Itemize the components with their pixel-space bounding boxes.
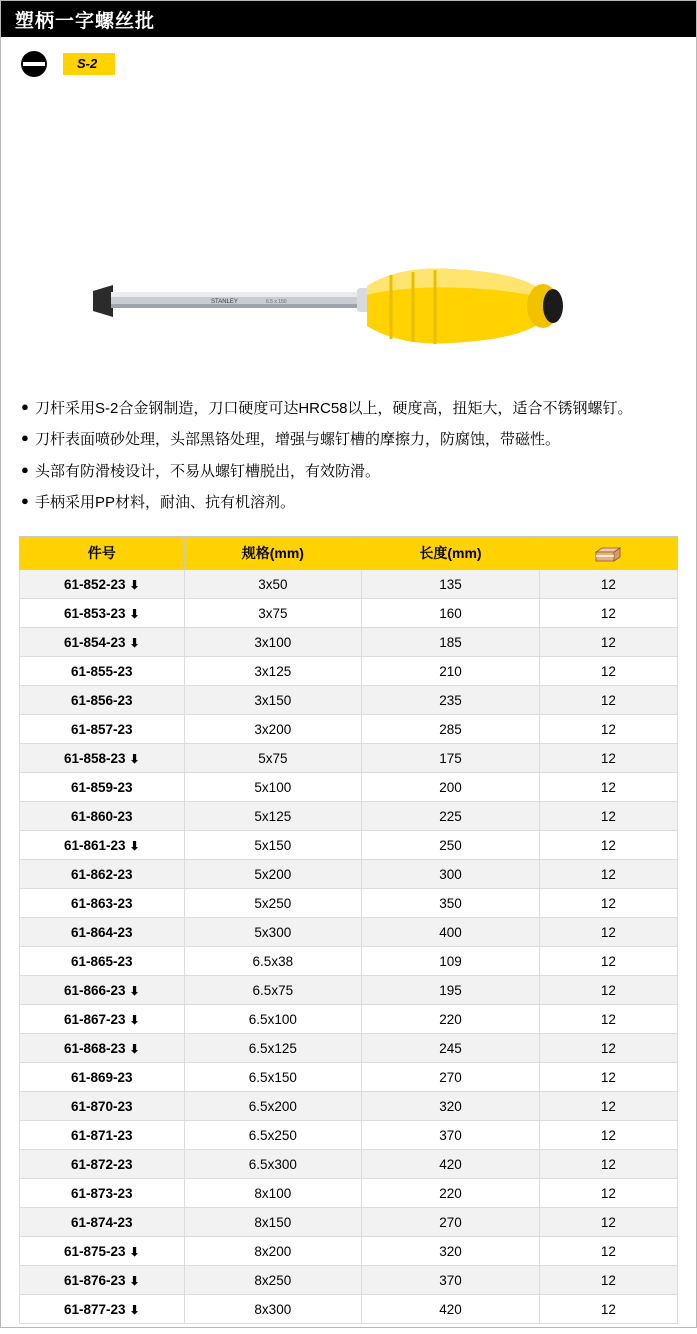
table-row — [20, 1034, 678, 1063]
cell-part-number: 61-868-23 ⬇ — [20, 1034, 185, 1063]
feature-text: 刀杆采用S-2合金钢制造，刀口硬度可达HRC58以上，硬度高，扭矩大，适合不锈钢螺钉。 — [35, 400, 633, 417]
cell-part-number: 61-870-23 — [20, 1092, 185, 1121]
cell-spec: 3x200 — [184, 715, 362, 744]
cell-length: 320 — [362, 1092, 540, 1121]
cell-spec: 6.5x200 — [184, 1092, 362, 1121]
cell-length: 220 — [362, 1005, 540, 1034]
cell-part-number: 61-872-23 — [20, 1150, 185, 1179]
table-row — [20, 744, 678, 773]
table-row — [20, 715, 678, 744]
cell-part-number: 61-853-23 ⬇ — [20, 599, 185, 628]
cell-part-number: 61-874-23 — [20, 1208, 185, 1237]
cell-spec: 6.5x75 — [184, 976, 362, 1005]
cell-qty: 12 — [539, 1063, 677, 1092]
cell-length: 300 — [362, 860, 540, 889]
cell-length: 135 — [362, 570, 540, 599]
cell-part-number: 61-876-23 ⬇ — [20, 1266, 185, 1295]
cell-length: 175 — [362, 744, 540, 773]
cell-spec: 8x100 — [184, 1179, 362, 1208]
cell-length: 195 — [362, 976, 540, 1005]
cell-spec: 5x125 — [184, 802, 362, 831]
table-row — [20, 1295, 678, 1324]
cell-part-number: 61-855-23 — [20, 657, 185, 686]
cell-part-number: 61-875-23 ⬇ — [20, 1237, 185, 1266]
table-row — [20, 1092, 678, 1121]
table-row — [20, 1208, 678, 1237]
cell-qty: 12 — [539, 657, 677, 686]
material-badge: S-2 — [63, 53, 115, 75]
page-title-bar — [1, 1, 696, 37]
feature-item — [21, 491, 678, 515]
cell-length: 420 — [362, 1150, 540, 1179]
table-row — [20, 918, 678, 947]
cell-qty: 12 — [539, 889, 677, 918]
cell-length: 160 — [362, 599, 540, 628]
spec-table — [19, 536, 678, 1324]
table-row — [20, 1121, 678, 1150]
down-arrow-icon: ⬇ — [129, 838, 140, 853]
cell-part-number: 61-864-23 — [20, 918, 185, 947]
cell-part-number: 61-862-23 — [20, 860, 185, 889]
cell-qty: 12 — [539, 1121, 677, 1150]
slotted-screwdriver-tip-icon — [21, 51, 47, 77]
column-header-package-qty — [539, 537, 677, 570]
cell-spec: 6.5x250 — [184, 1121, 362, 1150]
down-arrow-icon: ⬇ — [129, 1273, 140, 1288]
table-row — [20, 657, 678, 686]
cell-spec: 3x100 — [184, 628, 362, 657]
spec-table-wrapper — [1, 530, 696, 1334]
table-row — [20, 686, 678, 715]
table-row — [20, 570, 678, 599]
cell-qty: 12 — [539, 918, 677, 947]
cell-part-number: 61-863-23 — [20, 889, 185, 918]
cell-length: 200 — [362, 773, 540, 802]
down-arrow-icon: ⬇ — [129, 577, 140, 592]
down-arrow-icon: ⬇ — [129, 606, 140, 621]
table-row — [20, 860, 678, 889]
cell-qty: 12 — [539, 570, 677, 599]
product-image-screwdriver — [91, 261, 591, 351]
column-header-length: 长度(mm) — [362, 537, 540, 570]
cell-qty: 12 — [539, 947, 677, 976]
cell-spec: 8x200 — [184, 1237, 362, 1266]
badge-row — [1, 37, 696, 81]
cell-qty: 12 — [539, 1237, 677, 1266]
cell-part-number: 61-867-23 ⬇ — [20, 1005, 185, 1034]
feature-text: 手柄采用PP材料，耐油、抗有机溶剂。 — [35, 493, 296, 511]
product-image-area — [1, 81, 696, 391]
cell-length: 400 — [362, 918, 540, 947]
cell-part-number: 61-854-23 ⬇ — [20, 628, 185, 657]
cell-qty: 12 — [539, 1179, 677, 1208]
cell-part-number: 61-859-23 — [20, 773, 185, 802]
cell-length: 220 — [362, 1179, 540, 1208]
cell-qty: 12 — [539, 976, 677, 1005]
feature-list — [1, 391, 696, 530]
cell-spec: 6.5x100 — [184, 1005, 362, 1034]
down-arrow-icon: ⬇ — [129, 1244, 140, 1259]
svg-text:STANLEY: STANLEY — [211, 299, 238, 305]
cell-qty: 12 — [539, 802, 677, 831]
cell-length: 370 — [362, 1266, 540, 1295]
cell-part-number: 61-856-23 — [20, 686, 185, 715]
cell-length: 210 — [362, 657, 540, 686]
cell-spec: 3x125 — [184, 657, 362, 686]
feature-item — [21, 397, 678, 421]
cell-qty: 12 — [539, 1092, 677, 1121]
cell-length: 109 — [362, 947, 540, 976]
table-row — [20, 1266, 678, 1295]
cell-length: 350 — [362, 889, 540, 918]
cell-qty: 12 — [539, 715, 677, 744]
column-header-part-number: 件号 — [20, 537, 185, 570]
page-title: 塑柄一字螺丝批 — [15, 10, 156, 32]
cell-qty: 12 — [539, 1005, 677, 1034]
feature-text: 刀杆表面喷砂处理，头部黑铬处理，增强与螺钉槽的摩擦力，防腐蚀，带磁性。 — [35, 431, 561, 449]
table-row — [20, 1150, 678, 1179]
cell-length: 185 — [362, 628, 540, 657]
table-row — [20, 773, 678, 802]
cell-qty: 12 — [539, 686, 677, 715]
table-row — [20, 599, 678, 628]
cell-spec: 6.5x300 — [184, 1150, 362, 1179]
cell-spec: 6.5x150 — [184, 1063, 362, 1092]
cell-spec: 5x200 — [184, 860, 362, 889]
cell-spec: 5x150 — [184, 831, 362, 860]
cell-spec: 3x150 — [184, 686, 362, 715]
table-row — [20, 947, 678, 976]
down-arrow-icon: ⬇ — [129, 1041, 140, 1056]
cell-qty: 12 — [539, 773, 677, 802]
table-row — [20, 976, 678, 1005]
cell-qty: 12 — [539, 744, 677, 773]
feature-text: 头部有防滑棱设计，不易从螺钉槽脱出，有效防滑。 — [35, 462, 381, 480]
down-arrow-icon: ⬇ — [129, 983, 140, 998]
cell-length: 320 — [362, 1237, 540, 1266]
cell-length: 270 — [362, 1063, 540, 1092]
cell-part-number: 61-858-23 ⬇ — [20, 744, 185, 773]
cell-spec: 3x75 — [184, 599, 362, 628]
cell-spec: 3x50 — [184, 570, 362, 599]
cell-part-number: 61-860-23 — [20, 802, 185, 831]
cell-qty: 12 — [539, 860, 677, 889]
cell-qty: 12 — [539, 831, 677, 860]
bullet-icon: ● — [21, 430, 29, 446]
cell-length: 225 — [362, 802, 540, 831]
table-row — [20, 831, 678, 860]
bullet-icon: ● — [21, 399, 29, 414]
feature-item — [21, 460, 678, 484]
table-row — [20, 628, 678, 657]
svg-text:6.5 x 150: 6.5 x 150 — [266, 299, 287, 305]
table-row — [20, 1237, 678, 1266]
cell-spec: 5x250 — [184, 889, 362, 918]
cell-part-number: 61-866-23 ⬇ — [20, 976, 185, 1005]
cell-part-number: 61-873-23 — [20, 1179, 185, 1208]
cell-part-number: 61-877-23 ⬇ — [20, 1295, 185, 1324]
cell-spec: 5x75 — [184, 744, 362, 773]
cell-spec: 8x150 — [184, 1208, 362, 1237]
cell-part-number: 61-869-23 — [20, 1063, 185, 1092]
package-box-icon — [595, 547, 621, 561]
table-row — [20, 802, 678, 831]
down-arrow-icon: ⬇ — [129, 635, 140, 650]
table-header-row — [20, 537, 678, 570]
cell-spec: 6.5x38 — [184, 947, 362, 976]
cell-spec: 5x300 — [184, 918, 362, 947]
table-row — [20, 1063, 678, 1092]
column-header-spec: 规格(mm) — [184, 537, 362, 570]
cell-part-number: 61-865-23 — [20, 947, 185, 976]
cell-spec: 8x250 — [184, 1266, 362, 1295]
bullet-icon: ● — [21, 492, 29, 508]
bullet-icon: ● — [21, 461, 29, 477]
down-arrow-icon: ⬇ — [129, 751, 140, 766]
table-body — [20, 570, 678, 1324]
cell-spec: 6.5x125 — [184, 1034, 362, 1063]
table-row — [20, 1179, 678, 1208]
cell-length: 270 — [362, 1208, 540, 1237]
cell-length: 245 — [362, 1034, 540, 1063]
cell-part-number: 61-852-23 ⬇ — [20, 570, 185, 599]
cell-part-number: 61-871-23 — [20, 1121, 185, 1150]
cell-part-number: 61-861-23 ⬇ — [20, 831, 185, 860]
cell-qty: 12 — [539, 1295, 677, 1324]
down-arrow-icon: ⬇ — [129, 1012, 140, 1027]
cell-qty: 12 — [539, 1034, 677, 1063]
cell-part-number: 61-857-23 — [20, 715, 185, 744]
cell-qty: 12 — [539, 1208, 677, 1237]
cell-length: 235 — [362, 686, 540, 715]
cell-length: 250 — [362, 831, 540, 860]
feature-item — [21, 428, 678, 452]
cell-qty: 12 — [539, 1266, 677, 1295]
cell-length: 285 — [362, 715, 540, 744]
table-row — [20, 1005, 678, 1034]
cell-qty: 12 — [539, 599, 677, 628]
cell-qty: 12 — [539, 1150, 677, 1179]
cell-qty: 12 — [539, 628, 677, 657]
cell-length: 370 — [362, 1121, 540, 1150]
cell-spec: 8x300 — [184, 1295, 362, 1324]
table-row — [20, 889, 678, 918]
down-arrow-icon: ⬇ — [129, 1302, 140, 1317]
cell-spec: 5x100 — [184, 773, 362, 802]
cell-length: 420 — [362, 1295, 540, 1324]
